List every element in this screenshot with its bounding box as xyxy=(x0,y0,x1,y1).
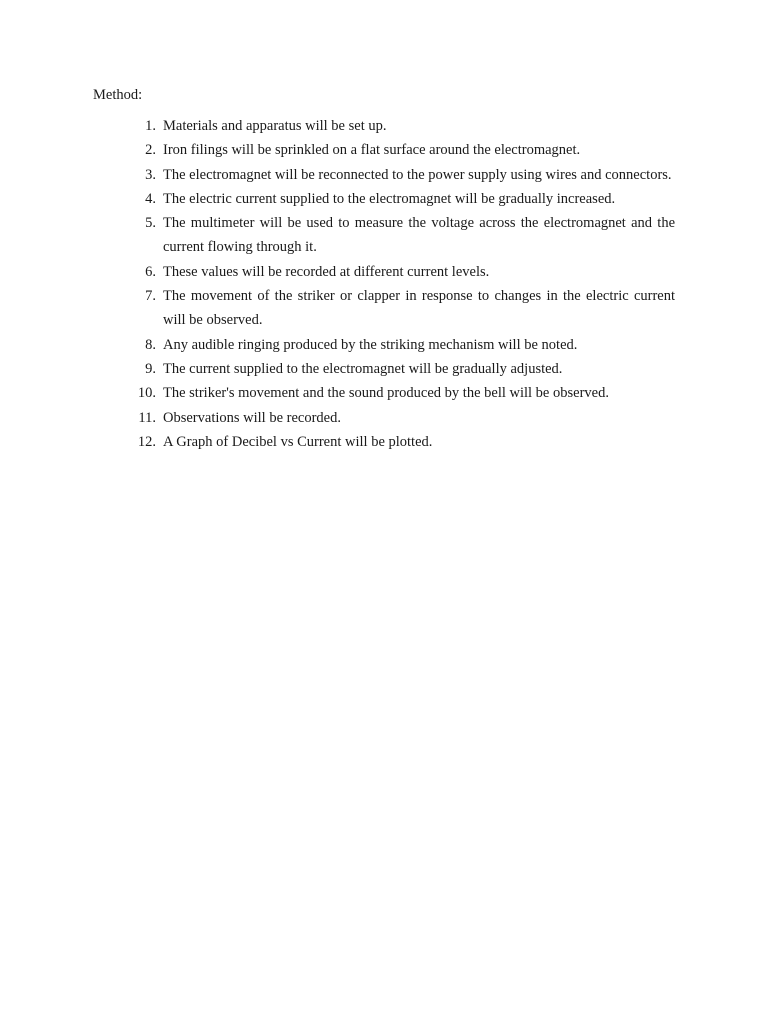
list-item xyxy=(128,114,675,138)
step-number: 3. xyxy=(145,166,156,183)
step-number: 9. xyxy=(145,360,156,377)
list-item xyxy=(128,187,675,211)
step-text: The striker's movement and the sound produced by the bell will be observed. xyxy=(163,385,609,402)
list-item xyxy=(128,163,675,187)
step-number: 10. xyxy=(137,385,156,402)
step-number: 12. xyxy=(137,433,156,450)
step-text: The electric current supplied to the electromagnet will be gradually increased. xyxy=(163,190,616,207)
step-text: The electromagnet will be reconnected to the power supply using wires and connectors. xyxy=(163,166,672,183)
step-text: These values will be recorded at different current levels. xyxy=(163,263,490,280)
step-number: 1. xyxy=(145,118,156,134)
list-item xyxy=(128,381,675,405)
list-item xyxy=(128,260,675,284)
step-number: 7. xyxy=(145,288,156,305)
list-item xyxy=(128,138,675,162)
list-item xyxy=(128,406,675,430)
list-item xyxy=(128,211,675,260)
method-steps-list xyxy=(128,114,675,454)
step-number: 2. xyxy=(145,142,156,159)
step-text: The current supplied to the electromagnet will be gradually adjusted. xyxy=(163,360,563,377)
step-text: Materials and apparatus will be set up. xyxy=(163,118,387,134)
step-number: 6. xyxy=(145,263,156,280)
step-text: Any audible ringing produced by the striking mechanism will be noted. xyxy=(163,336,578,353)
step-text: The movement of the striker or clapper in response to changes in the electric current will be observed. xyxy=(163,288,675,329)
step-text: Observations will be recorded. xyxy=(163,409,341,426)
list-item xyxy=(128,333,675,357)
step-number: 4. xyxy=(145,190,156,207)
step-text: A Graph of Decibel vs Current will be plotted. xyxy=(163,433,433,450)
list-item xyxy=(128,430,675,454)
step-text: The multimeter will be used to measure the voltage across the electromagnet and the current flowing through it. xyxy=(163,215,675,256)
list-item xyxy=(128,357,675,381)
step-number: 5. xyxy=(145,215,156,232)
step-text: Iron filings will be sprinkled on a flat surface around the electromagnet. xyxy=(163,142,581,159)
step-number: 11. xyxy=(138,409,156,426)
step-number: 8. xyxy=(145,336,156,353)
section-heading: Method: xyxy=(93,87,143,103)
list-item xyxy=(128,284,675,333)
